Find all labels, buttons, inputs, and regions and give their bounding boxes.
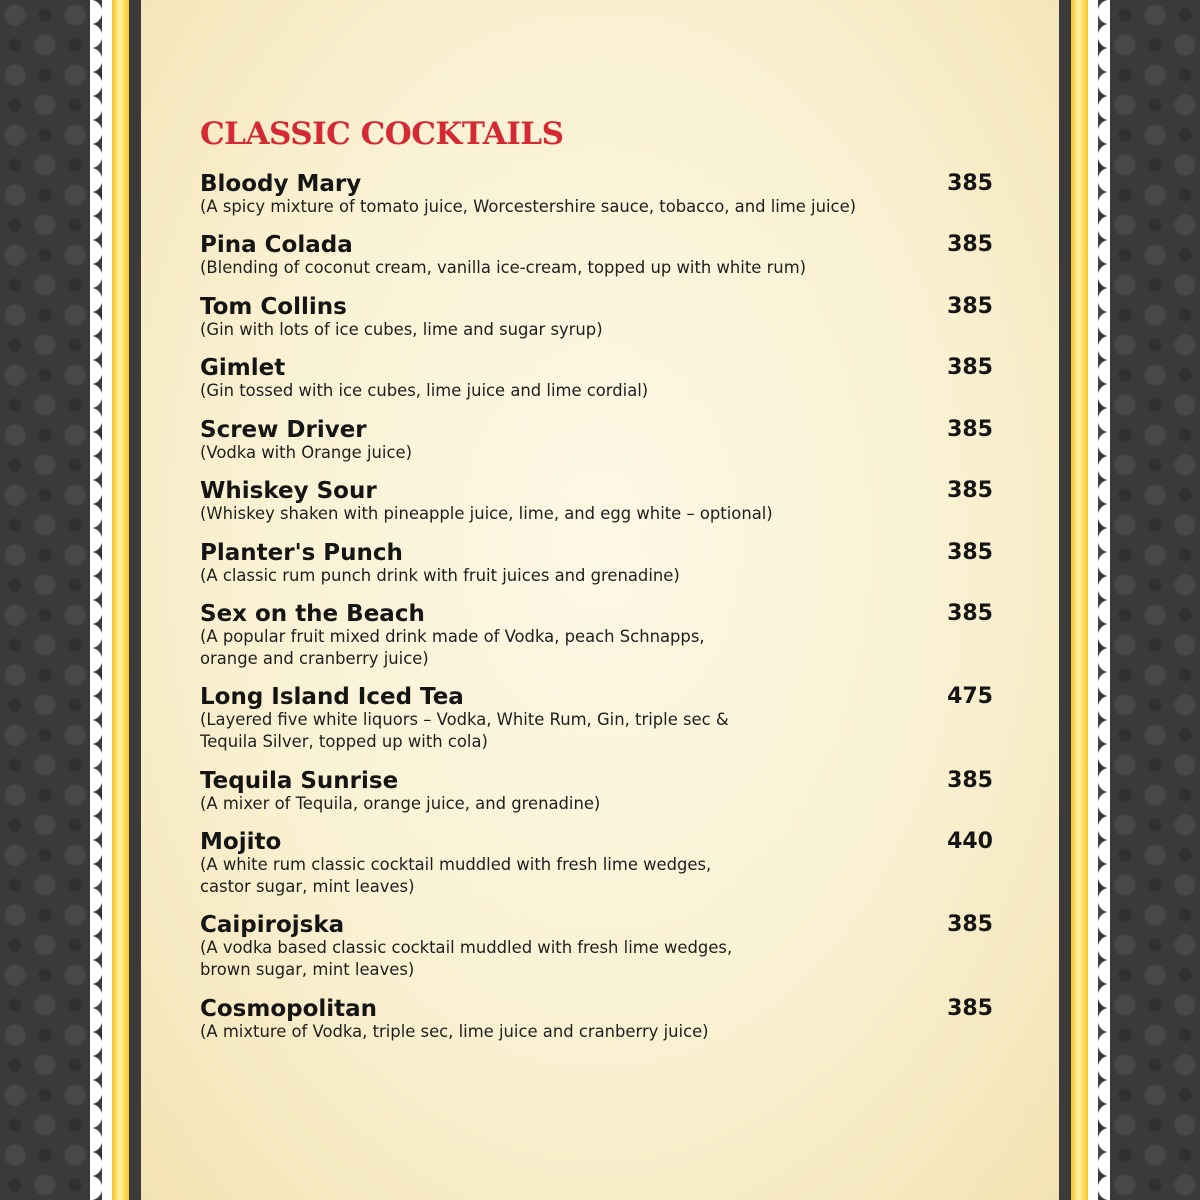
menu-item-name: Pina Colada bbox=[200, 232, 353, 258]
menu-item-name: Gimlet bbox=[200, 355, 286, 381]
menu-item-name: Whiskey Sour bbox=[200, 478, 377, 504]
menu-item-name: Sex on the Beach bbox=[200, 601, 425, 627]
gold-border-right bbox=[1071, 0, 1088, 1200]
menu-item-price: 385 bbox=[947, 768, 993, 793]
menu-item-name: Planter's Punch bbox=[200, 540, 403, 566]
menu-section-title: CLASSIC COCKTAILS bbox=[200, 116, 564, 152]
menu-item-name: Bloody Mary bbox=[200, 171, 362, 197]
menu-item-description: (Gin with lots of ice cubes, lime and sugar syrup) bbox=[200, 320, 603, 339]
stamp-edge-left bbox=[90, 0, 114, 1200]
menu-item-price: 385 bbox=[947, 417, 993, 442]
dark-border-left bbox=[129, 0, 141, 1200]
menu-item-price: 385 bbox=[947, 232, 993, 257]
menu-item-description: (A popular fruit mixed drink made of Vodka, peach Schnapps, orange and cranberry juice) bbox=[200, 627, 705, 668]
menu-item-price: 385 bbox=[947, 478, 993, 503]
menu-item-price: 440 bbox=[947, 829, 993, 854]
menu-item-description: (Gin tossed with ice cubes, lime juice and lime cordial) bbox=[200, 381, 649, 400]
menu-item-price: 475 bbox=[947, 684, 993, 709]
dark-border-right bbox=[1059, 0, 1071, 1200]
menu-item-description: (A vodka based classic cocktail muddled with fresh lime wedges, brown sugar, mint leaves) bbox=[200, 938, 733, 979]
stamp-edge-right bbox=[1086, 0, 1110, 1200]
menu-item-description: (A mixture of Vodka, triple sec, lime juice and cranberry juice) bbox=[200, 1022, 709, 1041]
menu-item-name: Long Island Iced Tea bbox=[200, 684, 464, 710]
menu-item-description: (A mixer of Tequila, orange juice, and grenadine) bbox=[200, 794, 601, 813]
menu-item-name: Cosmopolitan bbox=[200, 996, 378, 1022]
menu-item-price: 385 bbox=[947, 540, 993, 565]
menu-item-price: 385 bbox=[947, 294, 993, 319]
menu-item-description: (Whiskey shaken with pineapple juice, lime, and egg white – optional) bbox=[200, 504, 773, 523]
menu-item-name: Screw Driver bbox=[200, 417, 367, 443]
menu-item-description: (A spicy mixture of tomato juice, Worcestershire sauce, tobacco, and lime juice) bbox=[200, 197, 857, 216]
gold-border-left bbox=[112, 0, 129, 1200]
menu-item-price: 385 bbox=[947, 601, 993, 626]
menu-item-name: Caipirojska bbox=[200, 912, 345, 938]
menu-item-description: (A classic rum punch drink with fruit juices and grenadine) bbox=[200, 566, 680, 585]
menu-item-description: (Layered five white liquors – Vodka, White Rum, Gin, triple sec & Tequila Silver, topped up with cola) bbox=[200, 710, 729, 751]
menu-item-description: (Vodka with Orange juice) bbox=[200, 443, 412, 462]
menu-item-description: (Blending of coconut cream, vanilla ice-cream, topped up with white rum) bbox=[200, 258, 807, 277]
menu-item-price: 385 bbox=[947, 996, 993, 1021]
menu-item-description: (A white rum classic cocktail muddled with fresh lime wedges, castor sugar, mint leaves) bbox=[200, 855, 712, 896]
menu-item-price: 385 bbox=[947, 355, 993, 380]
menu-item-price: 385 bbox=[947, 171, 993, 196]
menu-item-name: Tom Collins bbox=[200, 294, 347, 320]
menu-item-name: Mojito bbox=[200, 829, 282, 855]
menu-item-price: 385 bbox=[947, 912, 993, 937]
menu-item-name: Tequila Sunrise bbox=[200, 768, 399, 794]
